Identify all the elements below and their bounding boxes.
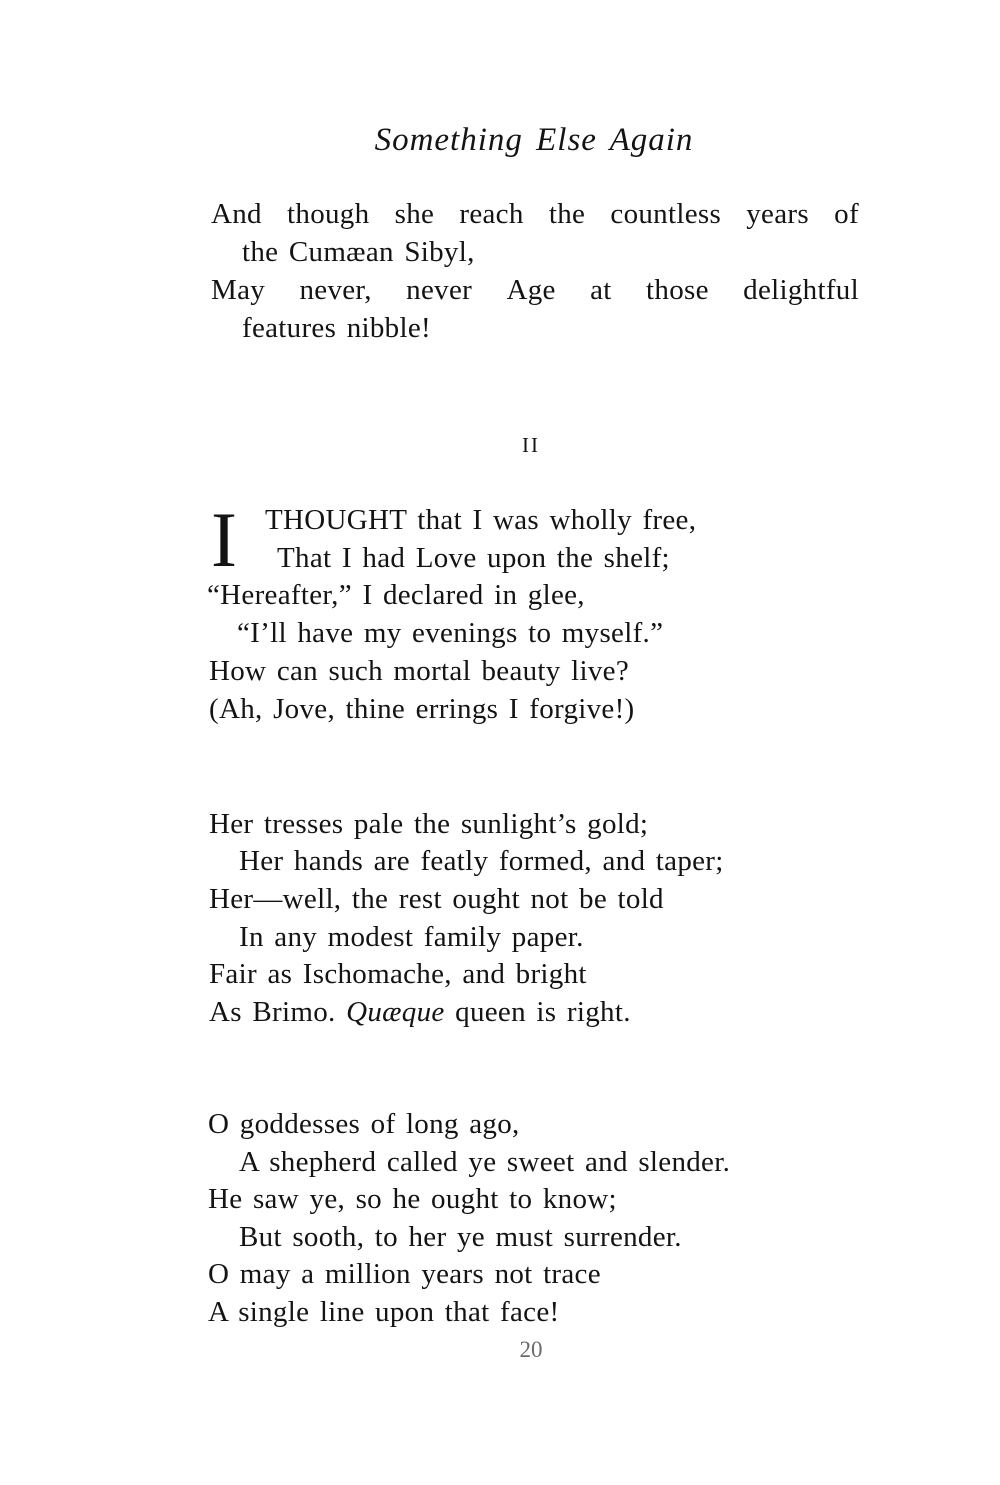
section-numeral: II: [522, 433, 540, 457]
word: though: [287, 198, 370, 230]
stanza1-line-1: THOUGHT that I was wholly free,: [265, 504, 697, 536]
word: never: [406, 274, 473, 306]
stanza3-line-5: O may a million years not trace: [208, 1258, 601, 1290]
word: those: [646, 274, 709, 306]
drop-cap: I: [211, 496, 237, 583]
word: years: [746, 198, 809, 230]
opening-line-1: [211, 198, 859, 231]
word: May: [211, 274, 266, 306]
word: at: [590, 274, 612, 306]
word: the: [548, 198, 586, 230]
opening-line-2: the Cumæan Sibyl,: [242, 236, 475, 268]
stanza2-line-6-start: As Brimo.: [209, 996, 336, 1028]
stanza1-line-6: (Ah, Jove, thine errings I forgive!): [209, 693, 635, 725]
stanza3-line-1: O goddesses of long ago,: [208, 1108, 520, 1140]
stanza2-line-1: Her tresses pale the sunlight’s gold;: [209, 808, 649, 840]
stanza2-line-6-italic: Quæque: [346, 996, 445, 1028]
stanza1-line-3: “Hereafter,” I declared in glee,: [207, 579, 585, 611]
stanza2-line-6-end: queen is right.: [455, 996, 631, 1028]
stanza2-line-6: [209, 996, 631, 1029]
stanza1-line-2: That I had Love upon the shelf;: [277, 542, 670, 574]
word: countless: [610, 198, 722, 230]
stanza3-line-6: A single line upon that face!: [208, 1296, 560, 1328]
stanza3-line-2: A shepherd called ye sweet and slender.: [239, 1146, 731, 1178]
running-head: Something Else Again: [374, 122, 694, 158]
word: of: [834, 198, 859, 230]
stanza3-line-3: He saw ye, so he ought to know;: [208, 1183, 617, 1215]
word: And: [211, 198, 262, 230]
stanza2-line-2: Her hands are featly formed, and taper;: [239, 845, 724, 877]
opening-line-3: [211, 274, 859, 307]
word: delightful: [743, 274, 859, 306]
opening-line-4: features nibble!: [242, 312, 431, 344]
stanza3-line-4: But sooth, to her ye must surrender.: [239, 1221, 682, 1253]
word: Age: [506, 274, 556, 306]
stanza1-line-5: How can such mortal beauty live?: [209, 655, 629, 687]
stanza1-line-4: “I’ll have my evenings to myself.”: [237, 617, 664, 649]
stanza2-line-5: Fair as Ischomache, and bright: [209, 958, 587, 990]
word: she: [394, 198, 435, 230]
word: never,: [299, 274, 372, 306]
stanza2-line-4: In any modest family paper.: [239, 921, 584, 953]
page-number: 20: [519, 1337, 543, 1362]
stanza2-line-3: Her—well, the rest ought not be told: [209, 883, 664, 915]
word: reach: [459, 198, 524, 230]
